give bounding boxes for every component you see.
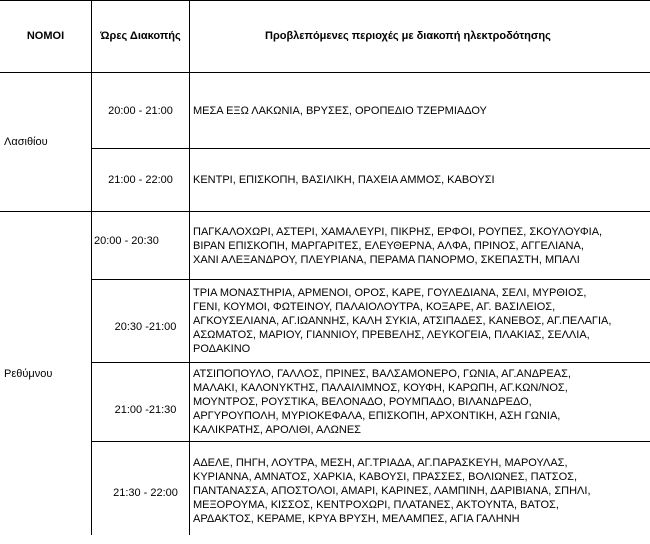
areas-rethymno-2: ΤΡΙΑ ΜΟΝΑΣΤΗΡΙΑ, ΑΡΜΕΝΟΙ, ΟΡΟΣ, ΚΑΡΕ, ΓΟΥΛΕΔΙΑΝΑ, ΣΕΛΙ, ΜΥΡΘΙΟΣ, ΓΕΝΙ, ΚΟΥΜΟΙ, ΦΩΤΕΙΝΟΥ, ΠΑΛΑΙΟΛΟΥΤΡΑ, ΚΟΞΑΡΕ, ΑΓ. ΒΑΣΙΛΕΙΟΣ, ΑΓΚΟΥΣΕΛΙΑΝΑ, ΑΓ.ΙΩΑΝΝΗΣ, ΚΑΛΗ ΣΥΚΙΑ, ΑΤΣΙΠΑΔΕΣ, ΚΑΝΕΒΟΣ, ΑΓ.ΠΕΛΑΓΙΑ, ΑΣΩΜΑΤΟΣ, ΜΑΡΙΟΥ, ΓΙΑΝΝΙΟΥ, ΠΡΕΒΕΛΗΣ, ΛΕΥΚΟΓΕΙΑ, ΠΛΑΚΙΑΣ, ΣΕΛΛΙΑ, ΡΟΔΑΚΙΝΟ — [193, 287, 612, 355]
header-hours: Ώρες Διακοπής — [100, 30, 181, 42]
header-areas: Προβλεπόμενες περιοχές με διακοπή ηλεκτροδότησης — [265, 30, 551, 42]
time-lasithi-1: 20:00 - 21:00 — [108, 104, 173, 117]
nomos-lasithi: Λασιθίου — [4, 136, 48, 148]
header-nomoi: ΝΟΜΟΙ — [26, 30, 65, 42]
time-rethymno-1: 20:00 - 20:30 — [94, 234, 159, 247]
areas-lasithi-1: ΜΕΣΑ ΕΞΩ ΛΑΚΩΝΙΑ, ΒΡΥΣΕΣ, ΟΡΟΠΕΔΙΟ ΤΖΕΡΜΙΑΔΟΥ — [193, 104, 487, 117]
nomos-rethymno: Ρεθύμνου — [4, 367, 53, 380]
time-rethymno-3: 21:00 -21:30 — [114, 403, 177, 416]
areas-rethymno-4: ΑΔΕΛΕ, ΠΗΓΗ, ΛΟΥΤΡΑ, ΜΕΣΗ, ΑΓ.ΤΡΙΑΔΑ, ΑΓ.ΠΑΡΑΣΚΕΥΗ, ΜΑΡΟΥΛΑΣ, ΚΥΡΙΑΝΝΑ, ΑΜΝΑΤΟΣ, ΧΑΡΚΙΑ, ΚΑΒΟΥΣΙ, ΠΡΑΣΣΕΣ, ΒΟΛΙΩΝΕΣ, ΠΑΤΣΟΣ, ΠΑΝΤΑΝΑΣΣΑ, ΑΠΟΣΤΟΛΟΙ, ΑΜΑΡΙ, ΚΑΡΙΝΕΣ, ΛΑΜΠΙΝΗ, ΔΑΡΙΒΙΑΝΑ, ΣΠΗΛΙ, ΜΕΞΟΡΟΥΜΑ, ΚΙΣΣΟΣ, ΚΕΝΤΡΟΧΩΡΙ, ΠΛΑΤΑΝΕΣ, ΑΚΤΟΥΝΤΑ, ΒΑΤΟΣ, ΑΡΔΑΚΤΟΣ, ΚΕΡΑΜΕ, ΚΡΥΑ ΒΡΥΣΗ, ΜΕΛΑΜΠΕΣ, ΑΓΙΑ ΓΑΛΗΝΗ — [193, 457, 591, 525]
time-lasithi-2: 21:00 - 22:00 — [108, 174, 173, 186]
areas-lasithi-2: ΚΕΝΤΡΙ, ΕΠΙΣΚΟΠΗ, ΒΑΣΙΛΙΚΗ, ΠΑΧΕΙΑ ΑΜΜΟΣ, ΚΑΒΟΥΣΙ — [193, 174, 495, 186]
time-rethymno-4: 21:30 - 22:00 — [113, 487, 178, 499]
areas-rethymno-1: ΠΑΓΚΑΛΟΧΩΡΙ, ΑΣΤΕΡΙ, ΧΑΜΑΛΕΥΡΙ, ΠΙΚΡΗΣ, ΕΡΦΟΙ, ΡΟΥΠΕΣ, ΣΚΟΥΛΟΥΦΙΑ, ΒΙΡΑΝ ΕΠΙΣΚΟΠΗ, ΜΑΡΓΑΡΙΤΕΣ, ΕΛΕΥΘΕΡΝΑ, ΑΛΦΑ, ΠΡΙΝΟΣ, ΑΓΓΕΛΙΑΝΑ, ΧΑΝΙ ΑΛΕΞΑΝΔΡΟΥ, ΠΛΕΥΡΙΑΝΑ, ΠΕΡΑΜΑ ΠΑΝΟΡΜΟ, ΣΚΕΠΑΣΤΗ, ΜΠΑΛΙ — [193, 225, 603, 266]
areas-rethymno-3: ΑΤΣΙΠΟΠΟΥΛΟ, ΓΑΛΛΟΣ, ΠΡΙΝΕΣ, ΒΑΛΣΑΜΟΝΕΡΟ, ΓΩΝΙΑ, ΑΓ.ΑΝΔΡΕΑΣ, ΜΑΛΑΚΙ, ΚΑΛΟΝΥΚΤΗΣ, ΠΑΛΑΙΛΙΜΝΟΣ, ΚΟΥΦΗ, ΚΑΡΩΠΗ, ΑΓ.ΚΩΝ/ΝΟΣ, ΜΟΥΝΤΡΟΣ, ΡΟΥΣΤΙΚΑ, ΒΕΛΟΝΑΔΟ, ΡΟΥΜΠΑΔΟ, ΒΙΛΑΝΔΡΕΔΟ, ΑΡΓΥΡΟΥΠΟΛΗ, ΜΥΡΙΟΚΕΦΑΛΑ, ΕΠΙΣΚΟΠΗ, ΑΡΧΟΝΤΙΚΗ, ΑΣΗ ΓΩΝΙΑ, ΚΑΛΙΚΡΑΤΗΣ, ΑΡΟΛΙΘΙ, ΑΛΩΝΕΣ — [193, 368, 571, 436]
time-rethymno-2: 20:30 -21:00 — [114, 321, 177, 333]
